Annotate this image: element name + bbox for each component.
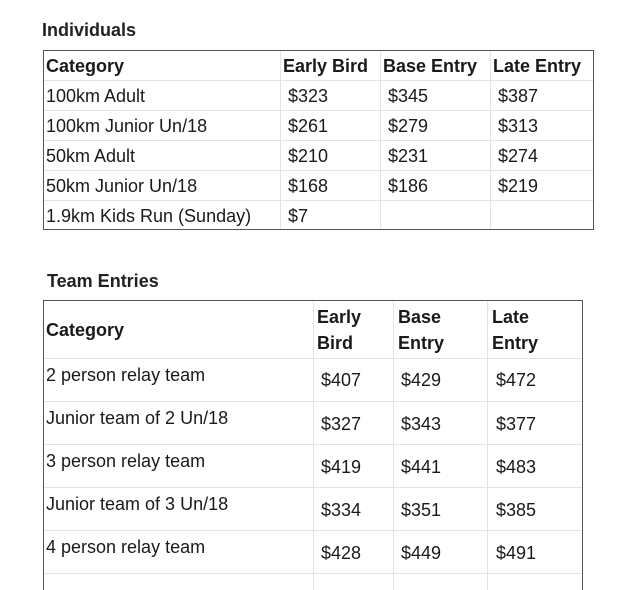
table-row	[44, 531, 582, 574]
header-category: Category	[46, 56, 125, 76]
early-bird-cell: $428	[321, 543, 362, 563]
table-header-row	[44, 51, 593, 81]
header-late-line2: Entry	[492, 333, 539, 353]
early-bird-cell: $261	[288, 116, 329, 136]
late-entry-cell: $387	[498, 86, 539, 106]
table-row	[44, 402, 582, 445]
header-early-line2: Bird	[317, 333, 353, 353]
table-row	[44, 141, 593, 171]
base-entry-cell: $231	[388, 146, 429, 166]
late-entry-cell: $219	[498, 176, 539, 196]
late-entry-cell: $472	[496, 370, 537, 390]
table-row	[44, 81, 593, 111]
early-bird-cell: $168	[288, 176, 329, 196]
table-row	[44, 111, 593, 141]
team-entries-table	[43, 300, 583, 590]
header-late-line1: Late	[492, 307, 530, 327]
category-cell: 3 person relay team	[46, 451, 206, 471]
table-row	[44, 445, 582, 488]
header-early-line1: Early	[317, 307, 362, 327]
table-row	[44, 488, 582, 531]
late-entry-cell: $377	[496, 414, 537, 434]
late-entry-cell: $313	[498, 116, 539, 136]
table-header-row	[44, 301, 582, 359]
early-bird-cell: $407	[321, 370, 362, 390]
table-row	[44, 171, 593, 201]
team-entries-heading: Team Entries	[47, 271, 159, 291]
early-bird-cell: $334	[321, 500, 362, 520]
category-cell: 100km Junior Un/18	[46, 116, 208, 136]
header-base-line2: Entry	[398, 333, 445, 353]
header-base-entry: Base Entry	[383, 56, 478, 76]
category-cell: 50km Junior Un/18	[46, 176, 198, 196]
late-entry-cell: $274	[498, 146, 539, 166]
base-entry-cell: $279	[388, 116, 429, 136]
category-cell: Junior team of 2 Un/18	[46, 408, 229, 428]
table-row	[44, 359, 582, 402]
early-bird-cell: $210	[288, 146, 329, 166]
base-entry-cell: $351	[401, 500, 442, 520]
late-entry-cell: $491	[496, 543, 537, 563]
base-entry-cell: $186	[388, 176, 429, 196]
individuals-table	[43, 50, 594, 230]
category-cell: 100km Adult	[46, 86, 146, 106]
header-late-entry: Late Entry	[493, 56, 582, 76]
base-entry-cell: $441	[401, 457, 442, 477]
base-entry-cell: $345	[388, 86, 429, 106]
category-cell: 50km Adult	[46, 146, 136, 166]
early-bird-cell: $7	[288, 206, 309, 226]
early-bird-cell: $327	[321, 414, 362, 434]
category-cell: 2 person relay team	[46, 365, 206, 385]
individuals-heading: Individuals	[42, 20, 137, 40]
header-base-line1: Base	[398, 307, 442, 327]
category-cell: 1.9km Kids Run (Sunday)	[46, 206, 252, 226]
late-entry-cell: $483	[496, 457, 537, 477]
early-bird-cell: $323	[288, 86, 329, 106]
table-row	[44, 201, 593, 231]
header-category: Category	[46, 320, 125, 340]
header-early-bird: Early Bird	[283, 56, 369, 76]
late-entry-cell: $385	[496, 500, 537, 520]
early-bird-cell: $419	[321, 457, 362, 477]
base-entry-cell: $429	[401, 370, 442, 390]
base-entry-cell: $343	[401, 414, 442, 434]
category-cell: 4 person relay team	[46, 537, 206, 557]
base-entry-cell: $449	[401, 543, 442, 563]
category-cell: Junior team of 3 Un/18	[46, 494, 229, 514]
